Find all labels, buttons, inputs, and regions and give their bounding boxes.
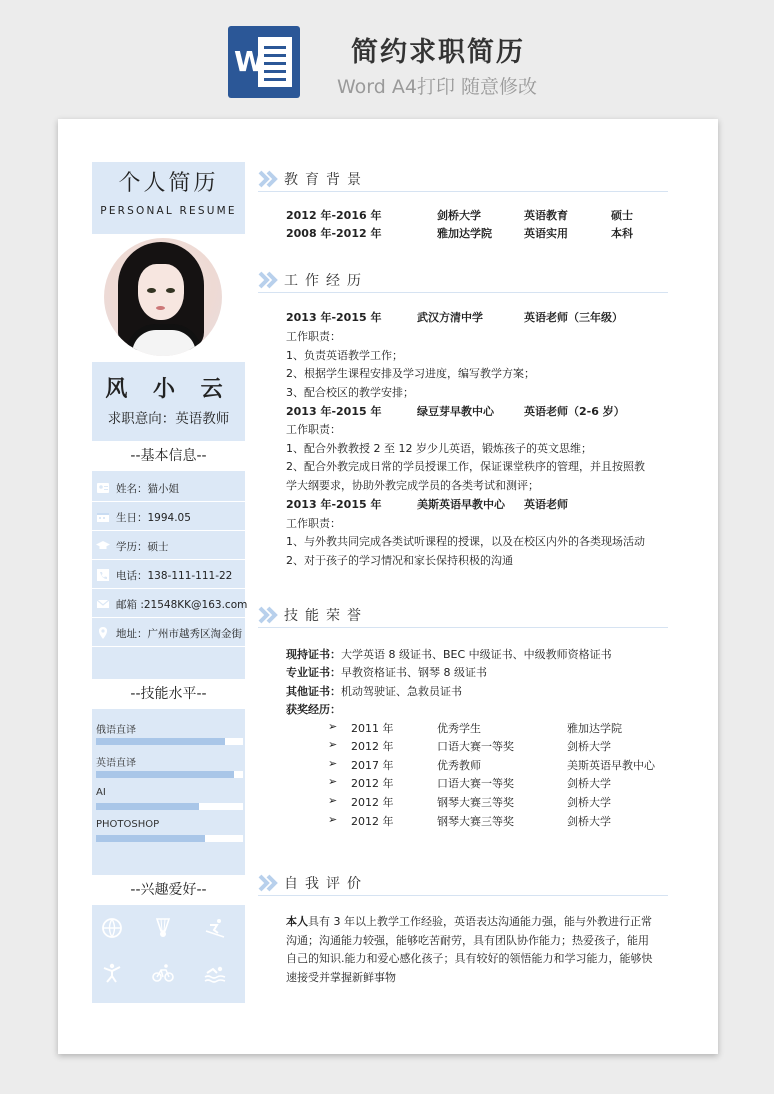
- cert-line: [286, 646, 612, 662]
- job-role: 英语老师: [524, 498, 568, 511]
- info-name: 姓名：猫小姐: [116, 483, 179, 495]
- skill-name: 英语直译: [96, 758, 136, 769]
- award-year: 2012 年: [351, 815, 394, 828]
- job-org: 美斯英语早教中心: [417, 498, 505, 511]
- education-title: 教育背景: [284, 172, 368, 188]
- edu-degree: 硕士: [611, 209, 633, 222]
- skill-name: 俄语直译: [96, 725, 136, 736]
- self-eval-text: 具有 3 年以上教学工作经验，英语表达沟通能力强，能与外教进行正常: [308, 915, 652, 928]
- hobbies-heading: --兴趣爱好--: [92, 875, 245, 905]
- edu-major: 英语教育: [524, 209, 568, 222]
- cert-value: 机动驾驶证、急救员证书: [341, 685, 462, 698]
- skill-name: PHOTOSHOP: [96, 819, 160, 830]
- job-role: 英语老师（2-6 岁）: [524, 405, 625, 418]
- self-eval-lead: 本人: [286, 915, 308, 928]
- banner-subtitle: Word A4打印 随意修改: [336, 76, 537, 98]
- award-org: 剑桥大学: [567, 777, 611, 790]
- dance-icon: [99, 962, 125, 988]
- duty-item: 1、负责英语教学工作；: [286, 349, 403, 362]
- self-eval-line: [286, 913, 652, 929]
- award-bullet-icon: ➢: [328, 813, 338, 826]
- info-address: 地址：广州市越秀区淘金街: [116, 628, 242, 640]
- calendar-icon: [96, 511, 110, 523]
- skill-bar: [96, 738, 243, 745]
- edu-school: 剑桥大学: [437, 209, 481, 222]
- chevron-right-icon: [258, 271, 278, 289]
- top-banner: [0, 0, 774, 110]
- banner-title: 简约求职简历: [351, 37, 525, 68]
- edu-period: 2008 年-2012 年: [286, 227, 382, 240]
- skill-bar: [96, 771, 243, 778]
- info-email: 邮箱 :21548KK@163.com: [116, 599, 248, 611]
- awards-label: 获奖经历：: [286, 703, 341, 716]
- chevron-right-icon: [258, 170, 278, 188]
- self-eval-text: 自己的知识.能力和爱心感化孩子；具有较好的领悟能力和学习能力，能够快: [286, 952, 653, 965]
- self-eval-header: [258, 872, 668, 896]
- duty-title: 工作职责：: [286, 330, 341, 343]
- graduation-cap-icon: [96, 540, 110, 552]
- edu-major: 英语实用: [524, 227, 568, 240]
- chevron-right-icon: [258, 874, 278, 892]
- award-year: 2011 年: [351, 722, 394, 735]
- job-period: 2013 年-2015 年: [286, 311, 382, 324]
- mail-icon: [96, 598, 110, 610]
- avatar: [104, 238, 222, 356]
- award-name: 钢琴大赛三等奖: [437, 796, 514, 809]
- award-bullet-icon: ➢: [328, 775, 338, 788]
- location-pin-icon: [96, 627, 110, 639]
- self-eval-text: 沟通；沟通能力较强，能够吃苦耐劳，具有团队协作能力；热爱孩子，能用: [286, 934, 649, 947]
- duty-item: 学大纲要求，协助外教完成学员的各类考试和测评；: [286, 479, 539, 492]
- info-phone: 电话：138-111-111-22: [116, 570, 233, 582]
- skill-bar-fill: [96, 738, 225, 745]
- info-row-name: [92, 474, 245, 502]
- duty-title: 工作职责：: [286, 423, 341, 436]
- duty-item: 1、与外教共同完成各类试听课程的授课，以及在校区内外的各类现场活动: [286, 535, 645, 548]
- skill-bar: [96, 803, 243, 810]
- award-year: 2012 年: [351, 740, 394, 753]
- duty-item: 1、配合外教教授 2 至 12 岁少儿英语，锻炼孩子的英文思维；: [286, 442, 592, 455]
- work-header: [258, 269, 668, 293]
- duty-item: 2、根据学生课程安排及学习进度，编写教学方案；: [286, 367, 535, 380]
- award-name: 口语大赛一等奖: [437, 740, 514, 753]
- person-icon: [96, 482, 110, 494]
- job-org: 绿豆芽早教中心: [417, 405, 494, 418]
- job-org: 武汉方清中学: [417, 311, 483, 324]
- skill-bar-fill: [96, 771, 234, 778]
- award-year: 2012 年: [351, 796, 394, 809]
- basic-info-heading: --基本信息--: [92, 441, 245, 471]
- word-logo-letter: W: [234, 45, 265, 78]
- swimming-icon: [202, 962, 228, 988]
- cert-line: [286, 664, 487, 680]
- job-intent: 求职意向：英语教师: [107, 411, 230, 427]
- award-bullet-icon: ➢: [328, 738, 338, 751]
- skills-honors-header: [258, 604, 668, 628]
- award-org: 剑桥大学: [567, 815, 611, 828]
- cert-label: 其他证书：: [286, 685, 341, 698]
- award-name: 钢琴大赛三等奖: [437, 815, 514, 828]
- duty-title: 工作职责：: [286, 517, 341, 530]
- award-bullet-icon: ➢: [328, 757, 338, 770]
- candidate-name: 风 小 云: [105, 377, 232, 402]
- cycling-icon: [150, 962, 176, 988]
- skill-level-heading: --技能水平--: [92, 679, 245, 709]
- info-row-address: [92, 619, 245, 647]
- badminton-icon: [150, 917, 176, 943]
- education-header: [258, 168, 668, 192]
- info-row-email: [92, 590, 248, 618]
- skill-bar-fill: [96, 835, 205, 842]
- skills-honors-title: 技能荣誉: [284, 608, 368, 624]
- info-row-phone: [92, 561, 245, 589]
- skill-bar-fill: [96, 803, 199, 810]
- edu-school: 雅加达学院: [437, 227, 492, 240]
- self-eval-title: 自我评价: [284, 876, 368, 892]
- cert-value: 大学英语 8 级证书、BEC 中级证书、中级教师资格证书: [341, 648, 612, 661]
- main-content: [258, 119, 668, 1054]
- award-org: 剑桥大学: [567, 796, 611, 809]
- cert-value: 早教资格证书、钢琴 8 级证书: [341, 666, 487, 679]
- award-name: 口语大赛一等奖: [437, 777, 514, 790]
- info-birthday: 生日：1994.05: [116, 512, 191, 524]
- sidebar: [92, 162, 248, 1003]
- award-bullet-icon: ➢: [328, 720, 338, 733]
- skiing-icon: [202, 917, 228, 943]
- skill-name: AI: [96, 787, 106, 798]
- basketball-icon: [99, 917, 125, 943]
- self-eval-text: 速接受并掌握新鲜事物: [286, 971, 396, 984]
- edu-degree: 本科: [611, 227, 633, 240]
- duty-item: 2、配合外教完成日常的学员授课工作，保证课堂秩序的管理，并且按照教: [286, 460, 645, 473]
- cert-label: 现持证书：: [286, 648, 341, 661]
- work-title: 工作经历: [284, 273, 368, 289]
- award-org: 雅加达学院: [567, 722, 622, 735]
- award-org: 剑桥大学: [567, 740, 611, 753]
- resume-subtitle: PERSONAL RESUME: [100, 205, 237, 217]
- resume-title: 个人简历: [118, 171, 219, 196]
- award-name: 优秀教师: [437, 759, 481, 772]
- phone-icon: [96, 569, 110, 581]
- job-period: 2013 年-2015 年: [286, 405, 382, 418]
- skill-bar: [96, 835, 243, 842]
- duty-item: 3、配合校区的教学安排；: [286, 386, 414, 399]
- job-period: 2013 年-2015 年: [286, 498, 382, 511]
- cert-label: 专业证书：: [286, 666, 341, 679]
- resume-page: [58, 119, 718, 1054]
- cert-line: [286, 683, 462, 699]
- duty-item: 2、对于孩子的学习情况和家长保持积极的沟通: [286, 554, 513, 567]
- award-year: 2012 年: [351, 777, 394, 790]
- info-row-birthday: [92, 503, 245, 531]
- award-org: 美斯英语早教中心: [567, 759, 655, 772]
- award-year: 2017 年: [351, 759, 394, 772]
- award-bullet-icon: ➢: [328, 794, 338, 807]
- edu-period: 2012 年-2016 年: [286, 209, 382, 222]
- job-role: 英语老师（三年级）: [524, 311, 623, 324]
- award-name: 优秀学生: [437, 722, 481, 735]
- info-row-education: [92, 532, 245, 560]
- word-logo-icon: [228, 26, 300, 98]
- chevron-right-icon: [258, 606, 278, 624]
- info-education: 学历：硕士: [116, 541, 169, 553]
